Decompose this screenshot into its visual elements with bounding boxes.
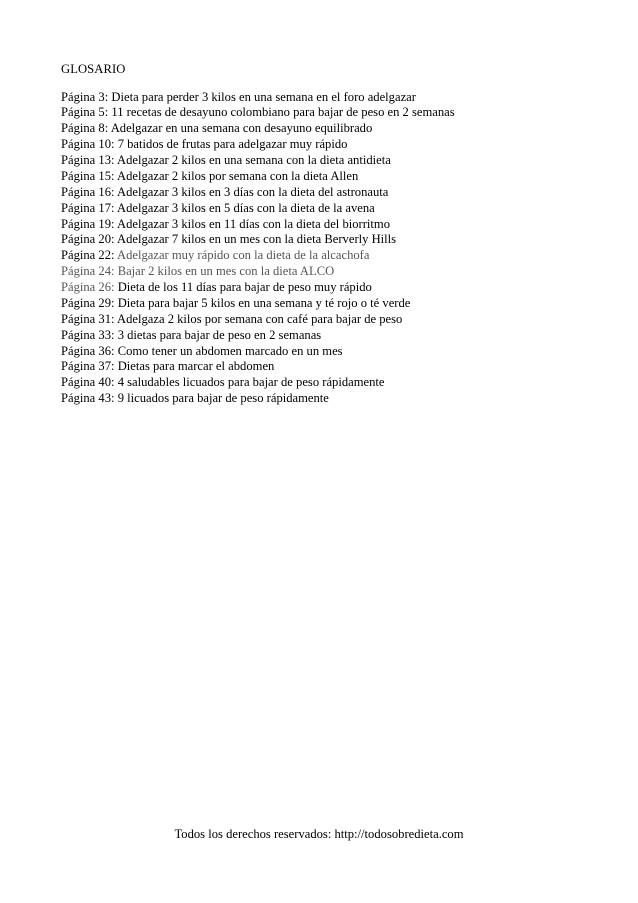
entry-page: Página 8: xyxy=(61,121,109,136)
entry-page: Página 15: xyxy=(61,168,115,183)
entry-page: Página 3: xyxy=(61,89,109,104)
entry-text: Adelgazar 3 kilos en 3 días con la dieta del astronauta xyxy=(117,184,389,199)
entry-text: Dieta para bajar 5 kilos en una semana y té rojo o té verde xyxy=(117,295,411,310)
entry-page: Página 37: xyxy=(61,359,115,374)
entry-page: Página 29: xyxy=(61,295,115,310)
entry-text: 9 licuados para bajar de peso rápidamente xyxy=(117,391,329,406)
entry-text: Adelgazar muy rápido con la dieta de la alcachofa xyxy=(117,248,370,263)
entry-text: Adelgazar 3 kilos en 11 días con la dieta del biorritmo xyxy=(117,216,391,231)
entry-page: Página 36: xyxy=(61,343,115,358)
glossary-entry xyxy=(61,90,455,106)
glossary-title: GLOSARIO xyxy=(61,62,126,76)
entry-text: Adelgazar 2 kilos por semana con la dieta Allen xyxy=(117,168,359,183)
entry-text: 3 dietas para bajar de peso en 2 semanas xyxy=(117,327,322,342)
glossary-entry xyxy=(61,296,455,312)
entry-text: 7 batidos de frutas para adelgazar muy rápido xyxy=(117,137,348,152)
entry-page: Página 5: xyxy=(61,105,109,120)
glossary-entry xyxy=(61,105,455,121)
glossary-entry xyxy=(61,328,455,344)
entry-text: Adelgaza 2 kilos por semana con café para bajar de peso xyxy=(117,311,403,326)
glossary-entry xyxy=(61,344,455,360)
glossary-entry xyxy=(61,185,455,201)
entry-text: Dietas para marcar el abdomen xyxy=(117,359,275,374)
glossary-entry xyxy=(61,312,455,328)
entry-page: Página 17: xyxy=(61,200,115,215)
entry-text: Adelgazar 3 kilos en 5 días con la dieta de la avena xyxy=(117,200,375,215)
glossary-list xyxy=(61,90,455,408)
glossary-entry xyxy=(61,264,455,280)
glossary-entry xyxy=(61,359,455,375)
entry-page: Página 16: xyxy=(61,184,115,199)
glossary-entry xyxy=(61,248,455,264)
glossary-entry xyxy=(61,137,455,153)
entry-page: Página 31: xyxy=(61,311,115,326)
entry-page: Página 40: xyxy=(61,375,115,390)
glossary-entry xyxy=(61,280,455,296)
entry-text: Adelgazar en una semana con desayuno equilibrado xyxy=(110,121,373,136)
glossary-entry xyxy=(61,121,455,137)
entry-page: Página 33: xyxy=(61,327,115,342)
entry-page: Página 13: xyxy=(61,153,115,167)
glossary-entry xyxy=(61,391,455,407)
glossary-entry xyxy=(61,232,455,248)
glossary-entry xyxy=(61,169,455,185)
entry-text: Dieta para perder 3 kilos en una semana en el foro adelgazar xyxy=(111,89,416,104)
entry-page: Página 43: xyxy=(61,391,115,406)
glossary-entry xyxy=(61,375,455,391)
entry-page: Página 19: xyxy=(61,216,115,231)
entry-page: Página 10: xyxy=(61,137,115,152)
glossary-entry xyxy=(61,153,455,169)
copyright-text: Todos los derechos reservados: http://todosobredieta.com xyxy=(174,827,464,841)
entry-text: Adelgazar 2 kilos en una semana con la dieta antidieta xyxy=(117,153,391,167)
entry-text: Adelgazar 7 kilos en un mes con la dieta Berverly Hills xyxy=(117,232,397,247)
glossary-entry xyxy=(61,201,455,217)
entry-text: 4 saludables licuados para bajar de peso rápidamente xyxy=(117,375,385,390)
entry-page: Página 20: xyxy=(61,232,115,247)
glossary-entry xyxy=(61,217,455,233)
entry-text: Como tener un abdomen marcado en un mes xyxy=(117,343,343,358)
entry-text: 11 recetas de desayuno colombiano para bajar de peso en 2 semanas xyxy=(111,105,455,120)
entry-page: Página 24: xyxy=(61,264,115,279)
entry-page: Página 22: xyxy=(61,248,115,263)
entry-text: Dieta de los 11 días para bajar de peso muy rápido xyxy=(117,280,372,294)
entry-page: Página 26: xyxy=(61,280,115,294)
entry-text: Bajar 2 kilos en un mes con la dieta ALCO xyxy=(117,264,335,279)
copyright-footer xyxy=(0,826,638,842)
